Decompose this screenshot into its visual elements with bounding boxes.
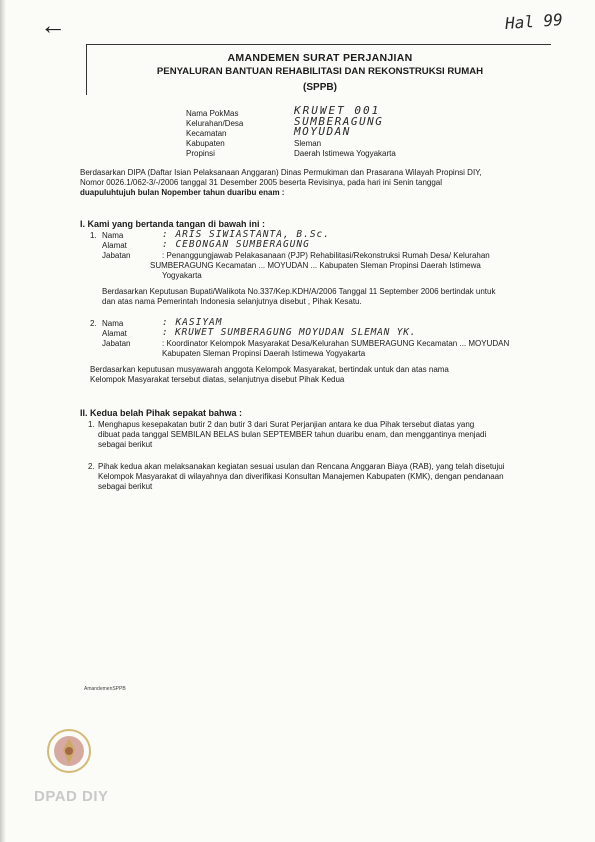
party-2-number: 2. xyxy=(90,319,97,328)
agreement-item-2-line-2: Kelompok Masyarakat di wilayahnya dan diverifikasi Konsultan Manajemen Kabupaten (KMK), dengan pendanaan xyxy=(98,472,504,481)
section-2-heading: II. Kedua belah Pihak sepakat bahwa : xyxy=(80,408,243,418)
watermark: DPAD DIY xyxy=(34,788,109,805)
archive-seal-icon xyxy=(44,726,94,776)
party-1-basis-line-1: Berdasarkan Keputusan Bupati/Walikota No.337/Kep.KDH/A/2006 Tanggal 11 September 2006 bertindak untuk xyxy=(102,287,496,296)
identity-block xyxy=(186,104,466,159)
party-2-basis-line-2: Kelompok Masyarakat tersebut diatas, selanjutnya disebut Pihak Kedua xyxy=(90,375,345,384)
party-2-nama-label: Nama xyxy=(102,319,124,328)
section-1-heading: I. Kami yang bertanda tangan di bawah ini : xyxy=(80,219,266,229)
kabupaten-value: Sleman xyxy=(294,139,322,148)
agreement-item-2-line-3: sebagai berikut xyxy=(98,482,153,491)
party-1-jabatan-line-1: : Penanggungjawab Pelakasanaan (PJP) Rehabilitasi/Rekonstruksi Rumah Desa/ Kelurahan xyxy=(162,251,490,260)
intro-line-1: Berdasarkan DIPA (Daftar Isian Pelaksanaan Anggaran) Dinas Permukiman dan Prasarana Wilayah Propinsi DIY, xyxy=(80,168,482,177)
agreement-item-1-line-3: sebagai berikut xyxy=(98,440,153,449)
kabupaten-label: Kabupaten xyxy=(186,139,225,148)
party-2-jabatan-line-1: : Koordinator Kelompok Masyarakat Desa/Kelurahan SUMBERAGUNG Kecamatan ... MOYUDAN xyxy=(162,339,510,348)
intro-line-2: Nomor 0026.1/062-3/-/2006 tanggal 31 Desember 2005 beserta Revisinya, pada hari ini Senin tanggal xyxy=(80,178,443,187)
party-2-nama-value: : KASIYAM xyxy=(162,317,223,328)
desa-label: Kelurahan/Desa xyxy=(186,119,244,128)
agreement-item-2 xyxy=(88,462,560,492)
scan-edge-shadow xyxy=(0,0,6,842)
party-1-jabatan-label: Jabatan xyxy=(102,251,131,260)
party-1-jabatan-line-3: Yogyakarta xyxy=(162,271,202,280)
agreement-item-2-line-1: Pihak kedua akan melaksanakan kegiatan sesuai usulan dan Rencana Anggaran Biaya (RAB), yang telah disetujui xyxy=(98,462,505,471)
kecamatan-label: Kecamatan xyxy=(186,129,227,138)
party-1-block xyxy=(90,231,560,307)
propinsi-value: Daerah Istimewa Yogyakarta xyxy=(294,149,396,158)
intro-paragraph xyxy=(80,168,560,198)
party-1-alamat-label: Alamat xyxy=(102,241,127,250)
intro-line-3: duapuluhtujuh bulan Nopember tahun duaribu enam : xyxy=(80,188,285,197)
party-1-nama-label: Nama xyxy=(102,231,124,240)
corner-arrow: ← xyxy=(40,10,66,40)
agreement-item-1-line-2: dibuat pada tanggal SEMBILAN BELAS bulan SEPTEMBER tahun duaribu enam, dan menggantinya menjadi xyxy=(98,430,487,439)
pokmas-label: Nama PokMas xyxy=(186,109,239,118)
agreement-item-1-number: 1. xyxy=(88,420,95,429)
document-code: (SPPB) xyxy=(303,82,337,93)
party-2-basis-line-1: Berdasarkan keputusan musyawarah anggota Kelompok Masyarakat, bertindak untuk dan atas nama xyxy=(90,365,449,374)
party-1-nama-value: : ARIS SIWIASTANTA, B.Sc. xyxy=(162,229,330,240)
agreement-item-2-number: 2. xyxy=(88,462,95,471)
party-2-alamat-value: : KRUWET SUMBERAGUNG MOYUDAN SLEMAN YK. xyxy=(162,327,417,338)
party-2-alamat-label: Alamat xyxy=(102,329,127,338)
agreement-item-1-line-1: Menghapus kesepakatan butir 2 dan butir 3 dari Surat Perjanjian antara ke dua Pihak tersebut diatas yang xyxy=(98,420,475,429)
propinsi-label: Propinsi xyxy=(186,149,215,158)
party-1-jabatan-line-2: SUMBERAGUNG Kecamatan ... MOYUDAN ... Kabupaten Sleman Propinsi Daerah Istimewa xyxy=(150,261,481,270)
party-2-block xyxy=(90,319,560,385)
page-note: Hal 99 xyxy=(504,10,564,33)
document-subtitle: PENYALURAN BANTUAN REHABILITASI DAN REKONSTRUKSI RUMAH xyxy=(156,66,484,77)
pokmas-value: KRUWET 001 xyxy=(294,104,381,117)
footer-code: AmandemenSPPB xyxy=(84,686,126,692)
party-2-jabatan-label: Jabatan xyxy=(102,339,131,348)
party-2-jabatan-line-2: Kabupaten Sleman Propinsi Daerah Istimewa Yogyakarta xyxy=(162,349,366,358)
party-1-alamat-value: : CEBONGAN SUMBERAGUNG xyxy=(162,239,310,250)
document-title: AMANDEMEN SURAT PERJANJIAN xyxy=(227,52,413,64)
kecamatan-value: MOYUDAN xyxy=(294,125,351,138)
desa-value: SUMBERAGUNG xyxy=(294,115,384,128)
party-1-number: 1. xyxy=(90,231,97,240)
party-1-basis-line-2: dan atas nama Pemerintah Indonesia selanjutnya disebut , Pihak Kesatu. xyxy=(102,297,362,306)
agreement-item-1 xyxy=(88,420,560,450)
